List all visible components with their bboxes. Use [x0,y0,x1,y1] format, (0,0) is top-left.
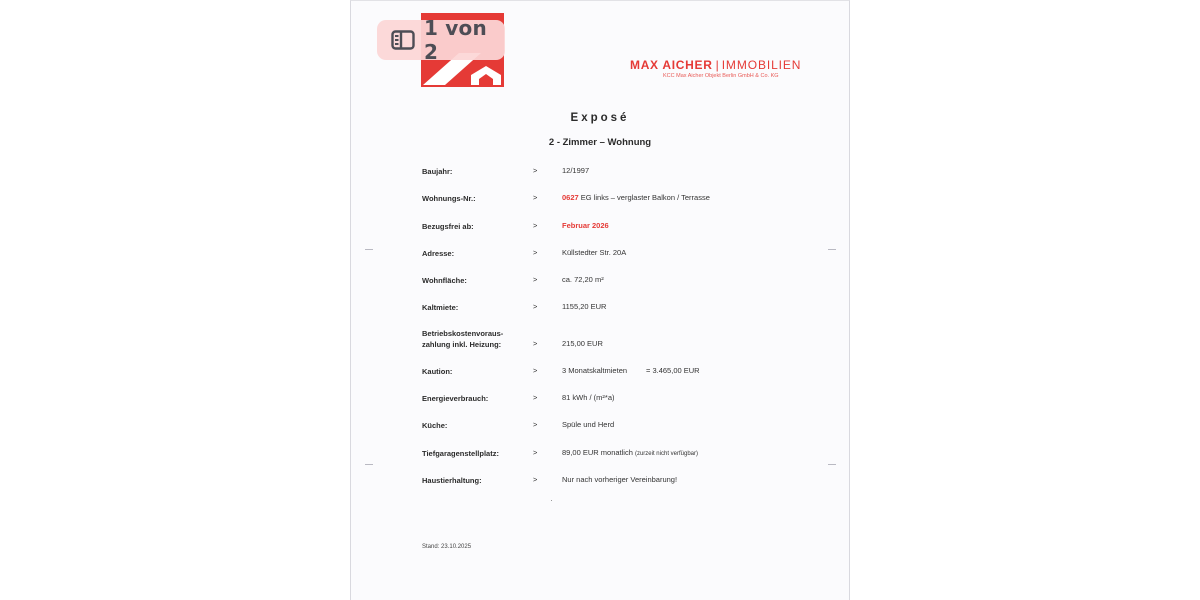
punch-mark [828,249,836,250]
label-betriebskosten-line2: zahlung inkl. Heizung: [422,340,502,349]
arrow-kueche: > [533,420,538,429]
label-adresse: Adresse: [422,249,455,258]
arrow-wohnungs-nr: > [533,193,538,202]
label-haustierhaltung: Haustierhaltung: [422,476,482,485]
value-kaution-total: = 3.465,00 EUR [646,366,700,375]
label-betriebskosten [422,328,503,350]
arrow-wohnflaeche: > [533,275,538,284]
value-kueche: Spüle und Herd [562,420,615,429]
arrow-kaltmiete: > [533,302,538,311]
brand-suffix: IMMOBILIEN [721,58,802,72]
wohnungs-nr-description: EG links – verglaster Balkon / Terrasse [580,193,710,202]
value-wohnflaeche: ca. 72,20 m² [562,275,604,284]
label-kaltmiete: Kaltmiete: [422,303,459,312]
value-haustierhaltung: Nur nach vorheriger Vereinbarung! [562,475,678,484]
brand-name: MAX AICHER [630,58,713,72]
brand-separator: | [715,58,719,72]
value-energieverbrauch: 81 kWh / (m²*a) [562,393,615,402]
label-bezugsfrei: Bezugsfrei ab: [422,222,474,231]
value-adresse: Küllstedter Str. 20A [562,248,627,257]
value-tiefgarage [562,448,698,457]
document-page [350,0,850,600]
page-indicator[interactable] [377,16,505,64]
label-baujahr: Baujahr: [422,167,453,176]
arrow-adresse: > [533,248,538,257]
arrow-kaution: > [533,366,538,375]
stand-date: Stand: 23.10.2025 [422,544,472,550]
document-subtitle: 2 - Zimmer – Wohnung [548,137,652,148]
page-counter: 1 von 2 [424,16,487,64]
punch-mark [828,464,836,465]
label-tiefgarage: Tiefgaragenstellplatz: [422,449,499,458]
arrow-tiefgarage: > [533,448,538,457]
punch-mark [365,464,373,465]
arrow-baujahr: > [533,166,538,175]
label-wohnungs-nr: Wohnungs-Nr.: [422,194,476,203]
label-kaution: Kaution: [422,367,453,376]
label-kueche: Küche: [422,421,448,430]
value-betriebskosten: 215,00 EUR [562,339,603,348]
arrow-betriebskosten: > [533,339,538,348]
brand-wordmark [630,59,830,72]
scan-speck [551,500,552,501]
wohnungs-nr-number: 0627 [562,193,579,202]
label-wohnflaeche: Wohnfläche: [422,276,467,285]
sidebar-toggle-icon [391,30,415,50]
punch-mark [365,249,373,250]
arrow-bezugsfrei: > [533,221,538,230]
label-betriebskosten-line1: Betriebskostenvoraus- [422,329,504,338]
tiefgarage-note: (zurzeit nicht verfügbar) [634,451,698,457]
tiefgarage-price: 89,00 EUR monatlich [562,448,633,457]
value-kaltmiete: 1155,20 EUR [562,302,607,311]
value-baujahr: 12/1997 [562,166,590,175]
value-wohnungs-nr [562,193,710,202]
document-title: Exposé [570,112,630,124]
brand-subline: KCC Max Aicher Objekt Berlin GmbH & Co. KG [663,73,779,79]
label-energieverbrauch: Energieverbrauch: [422,394,489,403]
value-bezugsfrei: Februar 2026 [562,221,609,230]
value-kaution: 3 Monatskaltmieten [562,366,628,375]
brand-header [630,59,830,79]
arrow-energieverbrauch: > [533,393,538,402]
arrow-haustierhaltung: > [533,475,538,484]
